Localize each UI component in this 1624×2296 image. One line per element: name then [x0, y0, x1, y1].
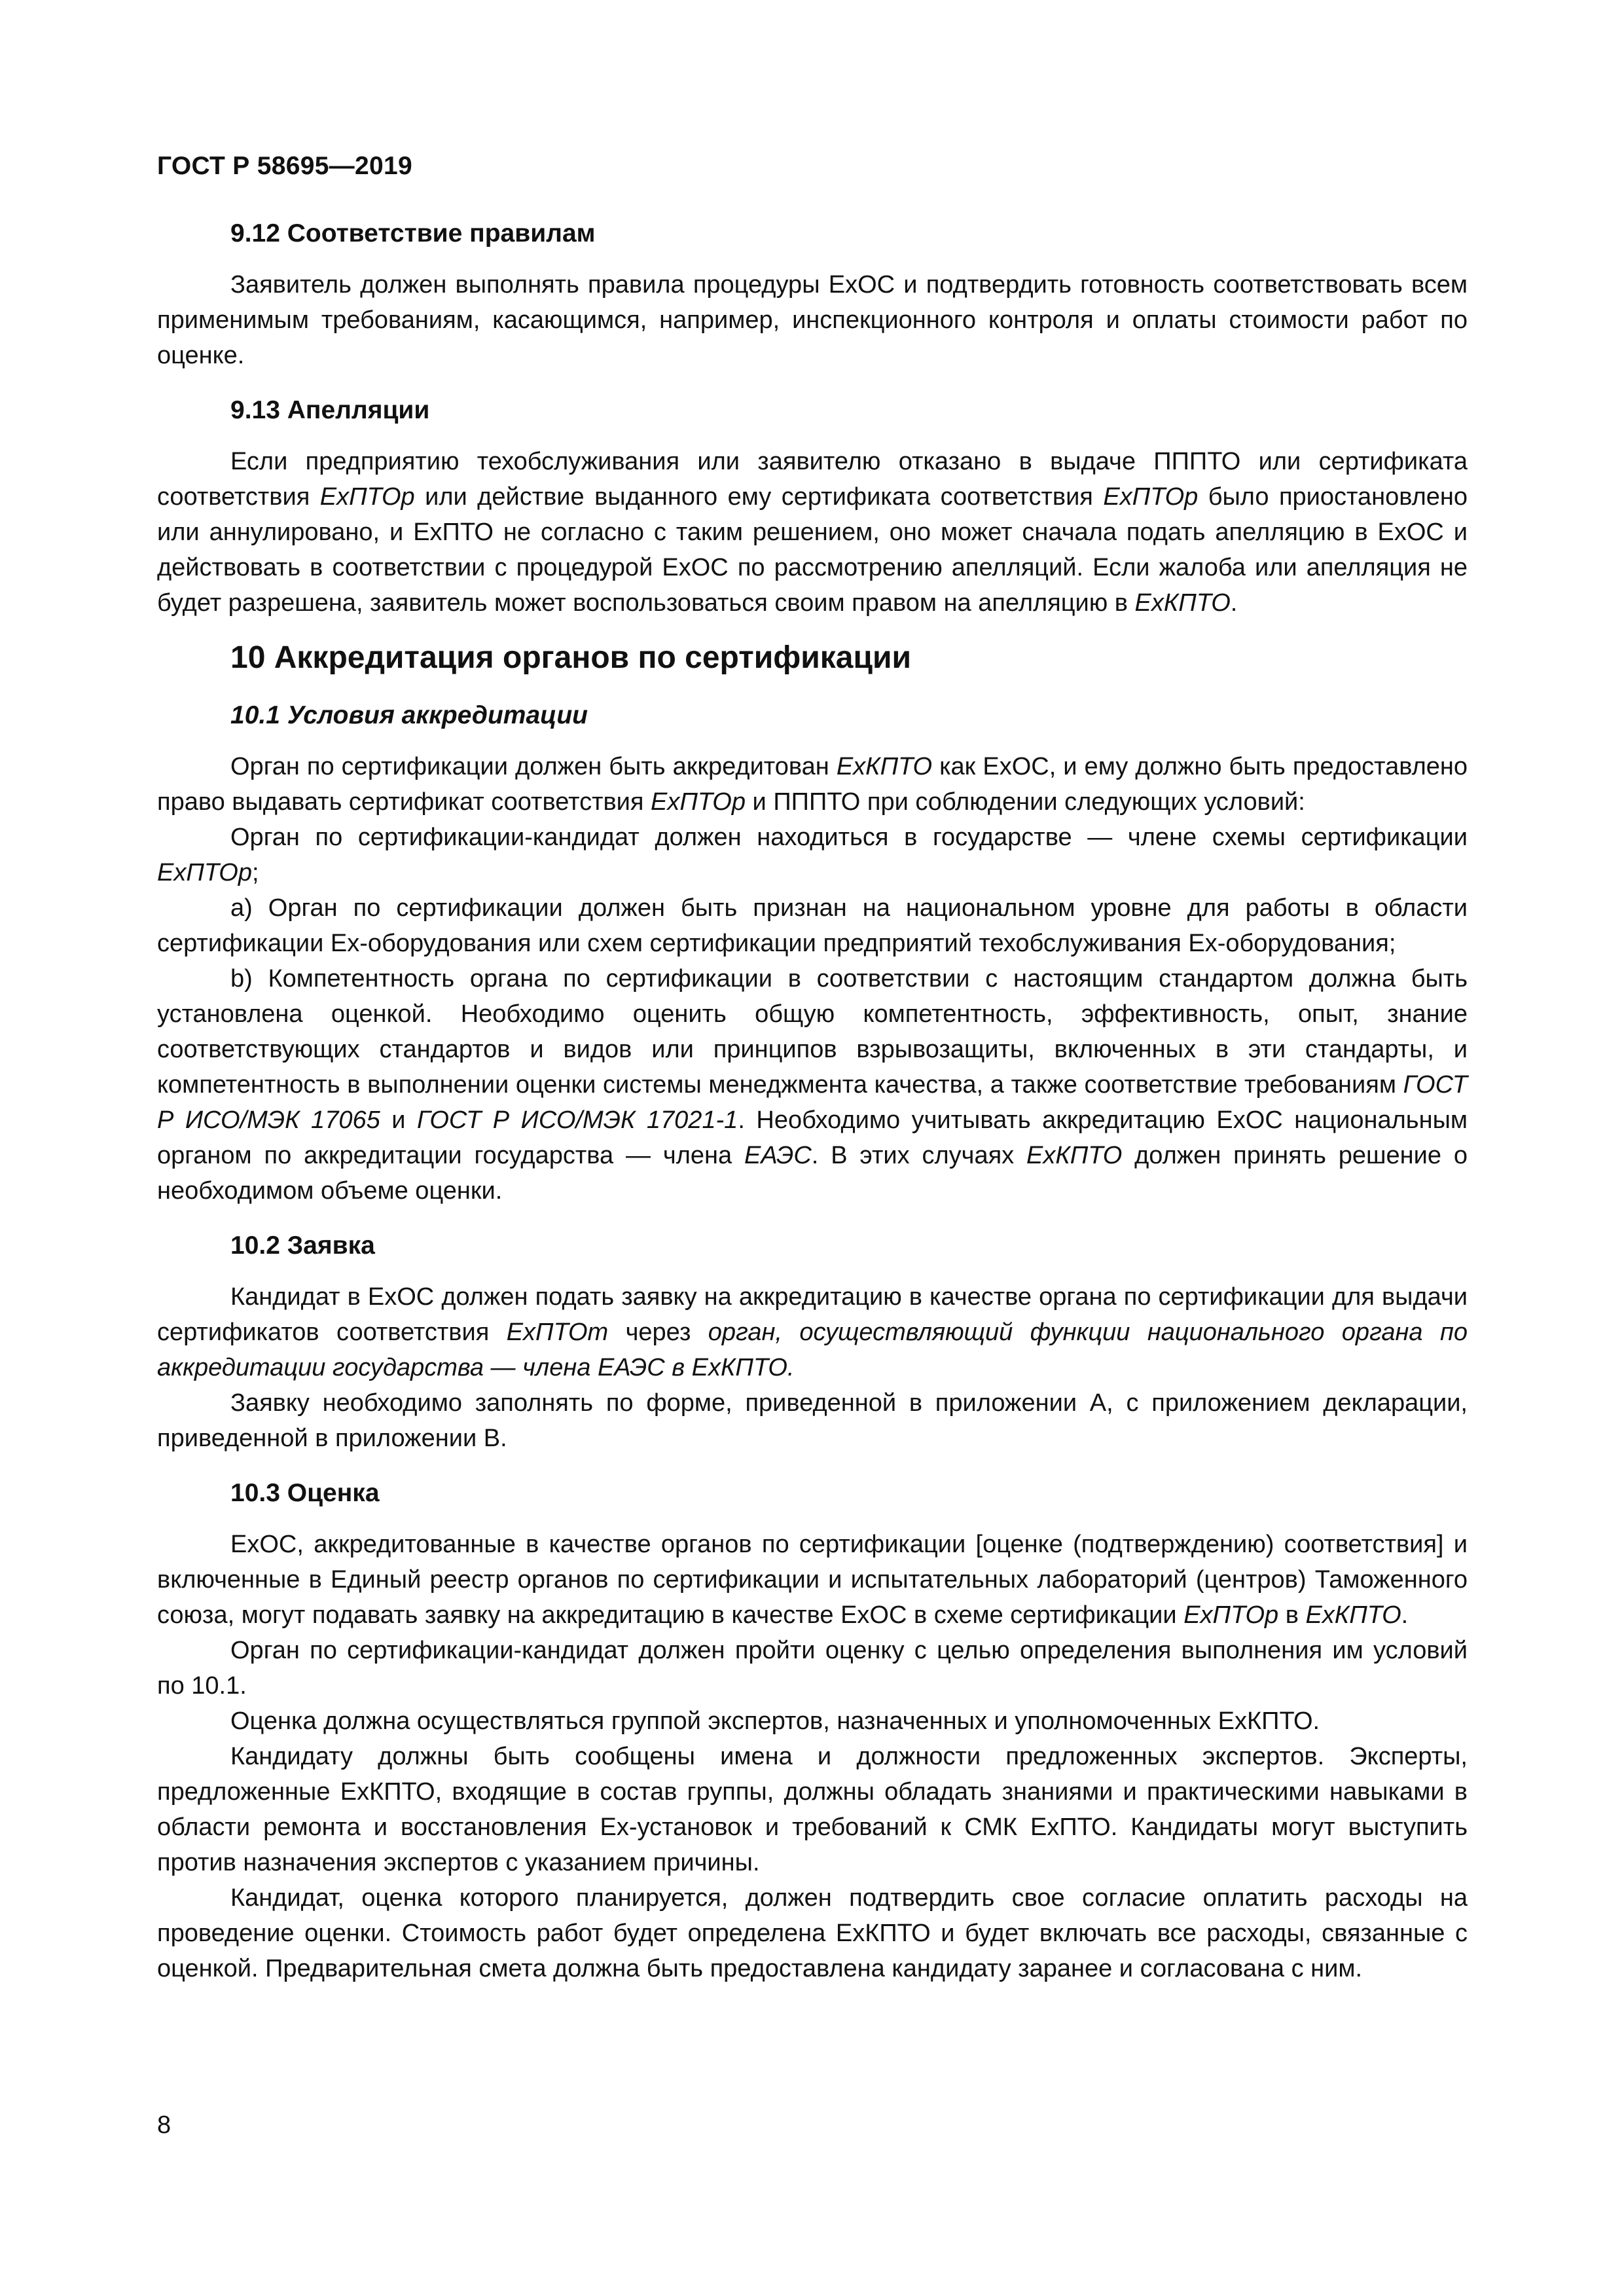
section-9-12-title: 9.12 Соответствие правилам — [230, 219, 596, 247]
section-10-2-title: 10.2 Заявка — [230, 1231, 375, 1260]
section-10-1-paragraph-2: Орган по сертификации-кандидат должен находиться в государстве — члене схемы сертификации ExПТОр; — [157, 824, 1468, 886]
section-10-3-paragraph-4: Кандидату должны быть сообщены имена и должности предложенных экспертов. Эксперты, предложенные ExКПТО, входящие в состав группы, должны обладать знаниями и практическими навыками в области ремонта и восстановления Ex-установок и требований к СМК ExПТО. Кандидаты могут выступить против назначения экспертов с указанием причины. — [157, 1743, 1468, 1876]
section-10-3-paragraph-1: ExOC, аккредитованные в качестве органов по сертификации [оценке (подтверждению) соответствия] и включенные в Единый реестр органов по сертификации и испытательных лабораторий (центров) Таможенного союза, могут подавать заявку на аккредитацию в качестве ExOC в схеме сертификации ExПТОр в ExКПТО. — [157, 1531, 1468, 1629]
section-10-1-paragraph-1: Орган по сертификации должен быть аккредитован ExКПТО как ExOC, и ему должно быть предоставлено право выдавать сертификат соответствия ExПТОр и ПППТО при соблюдении следующих условий: — [157, 753, 1468, 816]
section-10-2-paragraph-2: Заявку необходимо заполнять по форме, приведенной в приложении А, с приложением декларации, приведенной в приложении В. — [157, 1389, 1468, 1452]
section-10-3-title: 10.3 Оценка — [230, 1479, 380, 1507]
section-9-12-paragraph: Заявитель должен выполнять правила процедуры ExOC и подтвердить готовность соответствовать всем применимым требованиям, касающимся, например, инспекционного контроля и оплаты стоимости работ по оценке. — [157, 271, 1468, 369]
section-10-3-paragraph-5: Кандидат, оценка которого планируется, должен подтвердить свое согласие оплатить расходы на проведение оценки. Стоимость работ будет определена ExКПТО и будет включать все расходы, связанные с оценкой. Предварительная смета должна быть предоставлена кандидату заранее и согласована с ним. — [157, 1884, 1468, 1982]
document-code: ГОСТ Р 58695—2019 — [157, 152, 412, 180]
section-9-13-paragraph: Если предприятию техобслуживания или заявителю отказано в выдаче ПППТО или сертификата соответствия ExПТОр или действие выданного ему сертификата соответствия ExПТОр было приостановлено или аннулировано, и ExПТО не согласно с таким решением, оно может сначала подать апелляцию в ExOC и действовать в соответствии с процедурой ExOC по рассмотрению апелляций. Если жалоба или апелляция не будет разрешена, заявитель может воспользоваться своим правом на апелляцию в ExКПТО. — [157, 448, 1468, 617]
section-10-2-paragraph-1: Кандидат в ExOC должен подать заявку на аккредитацию в качестве органа по сертификации для выдачи сертификатов соответствия ExПТОт через орган, осуществляющий функции национального органа по аккредитации государства — члена ЕАЭС в ExКПТО. — [157, 1283, 1468, 1381]
section-9-13-title: 9.13 Апелляции — [230, 396, 430, 424]
section-10-1-title: 10.1 Условия аккредитации — [230, 701, 588, 729]
section-10-1-item-a: a) Орган по сертификации должен быть признан на национальном уровне для работы в области сертификации Ex-оборудования или схем сертификации предприятий техобслуживания Ex-оборудования; — [157, 894, 1468, 957]
section-10-1-item-b: b) Компетентность органа по сертификации в соответствии с настоящим стандартом должна быть установлена оценкой. Необходимо оценить общую компетентность, эффективность, опыт, знание соответствующих стандартов и видов или принципов взрывозащиты, включенных в эти стандарты, и компетентность в выполнении оценки системы менеджмента качества, а также соответствие требованиям ГОСТ Р ИСО/МЭК 17065 и ГОСТ Р ИСО/МЭК 17021-1. Необходимо учитывать аккредитацию ExOC национальным органом по аккредитации государства — члена ЕАЭС. В этих случаях ExКПТО должен принять решение о необходимом объеме оценки. — [157, 965, 1468, 1205]
page-number: 8 — [157, 2111, 171, 2139]
section-10-title: 10 Аккредитация органов по сертификации — [230, 640, 911, 675]
section-10-3-paragraph-3: Оценка должна осуществляться группой экспертов, назначенных и уполномоченных ExКПТО. — [230, 1707, 1320, 1735]
section-10-3-paragraph-2: Орган по сертификации-кандидат должен пройти оценку с целью определения выполнения им условий по 10.1. — [157, 1637, 1468, 1700]
document-body — [157, 216, 1468, 1986]
